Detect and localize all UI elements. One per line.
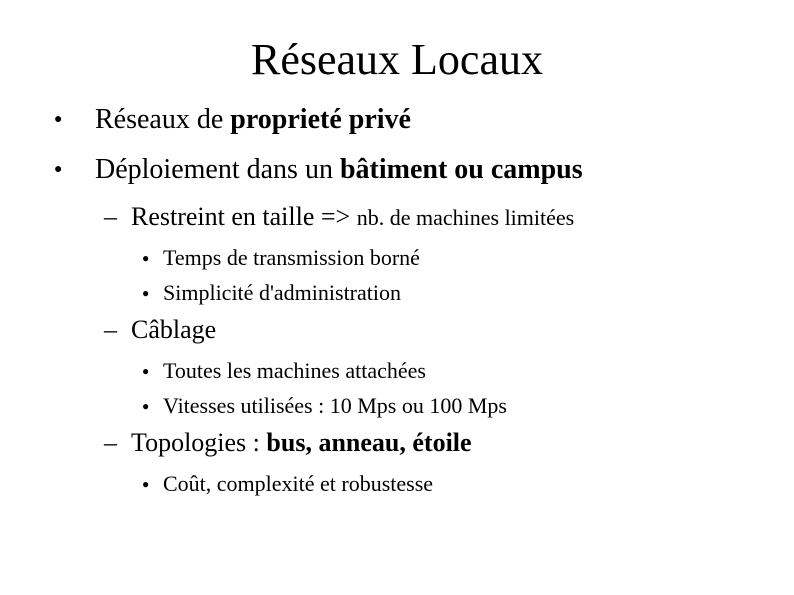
sub-sub-item: Temps de transmission borné: [163, 245, 420, 270]
sub-sub-item: Coût, complexité et robustesse: [163, 471, 434, 496]
dash-icon: –: [104, 315, 117, 344]
list-item-text: Réseaux de: [95, 104, 231, 135]
sub-sub-item: Toutes les machines attachées: [163, 358, 426, 383]
sub-item-cabling: Câblage: [131, 315, 217, 344]
slide-title: Réseaux Locaux: [251, 35, 543, 84]
bullet-icon: ●: [54, 112, 63, 127]
sub-item-topologies: [131, 428, 472, 458]
list-item-private-networks: [95, 104, 411, 136]
bullet-icon: ●: [142, 477, 150, 491]
bullet-icon: ●: [142, 251, 150, 265]
sub-item-small-text: nb. de machines limitées: [356, 205, 575, 230]
list-item-text: Déploiement dans un: [95, 154, 340, 185]
sub-sub-item: Vitesses utilisées : 10 Mps ou 100 Mps: [163, 393, 507, 418]
dash-icon: –: [104, 202, 117, 231]
list-item-deployment: [95, 154, 583, 186]
sub-item-text: Topologies :: [131, 428, 267, 457]
sub-item-emphasis: bus, anneau, étoile: [266, 428, 472, 457]
bullet-icon: ●: [142, 399, 150, 413]
bullet-icon: ●: [142, 286, 150, 300]
list-item-emphasis: bâtiment ou campus: [339, 154, 583, 185]
bullet-icon: ●: [54, 162, 63, 177]
list-item-emphasis: proprieté privé: [230, 104, 411, 135]
sub-item-size: [131, 202, 574, 233]
bullet-icon: ●: [142, 364, 150, 378]
sub-sub-item: Simplicité d'administration: [163, 280, 401, 305]
dash-icon: –: [104, 428, 117, 457]
sub-item-text: Restreint en taille =>: [131, 202, 357, 231]
